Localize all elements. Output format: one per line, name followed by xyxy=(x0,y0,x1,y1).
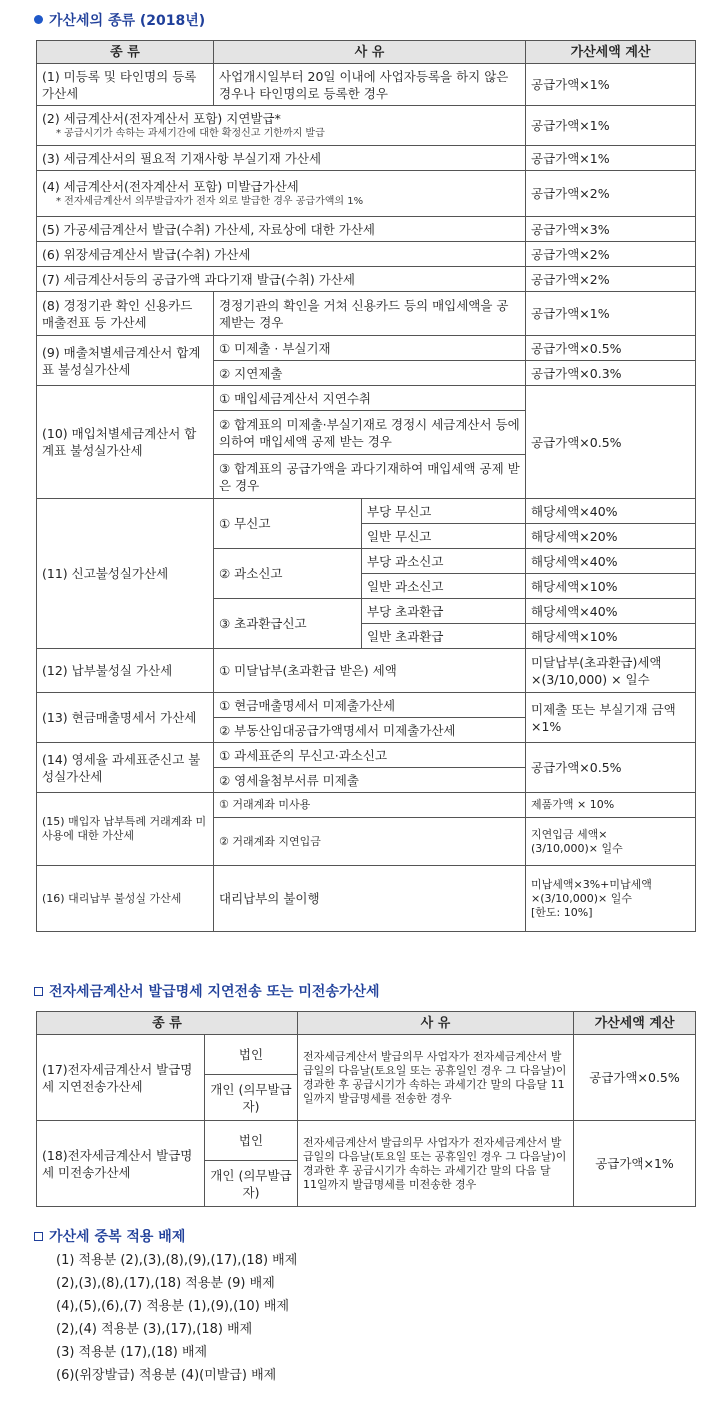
row6-kind: (6) 위장세금계산서 발급(수취) 가산세 xyxy=(37,242,526,267)
row12-calc: 미달납부(초과환급)세액×(3/10,000) × 일수 xyxy=(526,649,696,693)
row17-reason: 전자세금계산서 발급의무 사업자가 전자세금계산서 발급일의 다음날(토요일 또는 공휴일인 경우 그 다음날)이 경과한 후 공급시기가 속하는 과세기간 말의 다음달 11일까지 발급명세를 전송한 경우 xyxy=(298,1035,574,1121)
row15-b-calc: 지연입금 세액× (3/10,000)× 일수 xyxy=(526,818,696,866)
row2-kind: (2) 세금계산서(전자계산서 포함) 지연발급* * 공급시기가 속하는 과세기간에 대한 확정신고 기한까지 발급 xyxy=(37,106,526,146)
row10-c: ③ 합계표의 공급가액을 과다기재하여 매입세액 공제 받은 경우 xyxy=(214,455,526,499)
row2-calc: 공급가액×1% xyxy=(526,106,696,146)
table-row xyxy=(37,267,696,292)
row3-calc: 공급가액×1% xyxy=(526,146,696,171)
row16-calc: 미납세액×3%+미납세액×(3/10,000)× 일수 [한도: 10%] xyxy=(526,866,696,932)
row15-kind: (15) 매입자 납부특례 거래계좌 미사용에 대한 가산세 xyxy=(37,793,214,866)
table-row xyxy=(37,649,696,693)
row14-a: ① 과세표준의 무신고·과소신고 xyxy=(214,743,526,768)
table-row xyxy=(37,217,696,242)
row8-reason: 경정기관의 확인을 거쳐 신용카드 등의 매입세액을 공제받는 경우 xyxy=(214,292,526,336)
row5-kind: (5) 가공세금계산서 발급(수취) 가산세, 자료상에 대한 가산세 xyxy=(37,217,526,242)
row2-note: * 공급시기가 속하는 과세기간에 대한 확정신고 기한까지 발급 xyxy=(56,128,325,139)
row4-note: * 전자세금계산서 의무발급자가 전자 외로 발급한 경우 공급가액의 1% xyxy=(56,196,364,207)
row18-reason: 전자세금계산서 발급의무 사업자가 전자세금계산서 발급일의 다음날(토요일 또는 공휴일인 경우 그 다음날)이 경과한 후 공급시기가 속하는 과세기간 말의 다음 달 11일까지 발급명세를 미전송한 경우 xyxy=(298,1121,574,1207)
row11-g2a-calc: 해당세액×40% xyxy=(526,549,696,574)
list-item: (3) 적용분 (17),(18) 배제 xyxy=(56,1345,208,1360)
row6-calc: 공급가액×2% xyxy=(526,242,696,267)
header-kind: 종 류 xyxy=(37,1012,298,1035)
table-row xyxy=(37,866,696,932)
row9-kind: (9) 매출처별세금계산서 합계표 불성실가산세 xyxy=(37,336,214,386)
row9-a: ① 미제출 · 부실기재 xyxy=(214,336,526,361)
row4-calc: 공급가액×2% xyxy=(526,171,696,217)
row11-g1a: 부당 무신고 xyxy=(362,499,526,524)
blue-bullet-icon xyxy=(34,15,43,24)
table-row xyxy=(37,146,696,171)
row1-kind: (1) 미등록 및 타인명의 등록 가산세 xyxy=(37,64,214,106)
table-row xyxy=(37,1035,696,1075)
row10-kind: (10) 매입처별세금계산서 합계표 불성실가산세 xyxy=(37,386,214,499)
row16-kind: (16) 대리납부 불성실 가산세 xyxy=(37,866,214,932)
row3-kind: (3) 세금계산서의 필요적 기재사항 부실기재 가산세 xyxy=(37,146,526,171)
row7-calc: 공급가액×2% xyxy=(526,267,696,292)
row14-b: ② 영세율첨부서류 미제출 xyxy=(214,768,526,793)
header-reason: 사 유 xyxy=(214,41,526,64)
e-invoice-table xyxy=(36,1011,696,1207)
row11-g1b: 일반 무신고 xyxy=(362,524,526,549)
square-bullet-icon xyxy=(34,987,43,996)
row11-g3: ③ 초과환급신고 xyxy=(214,599,362,649)
row10-b: ② 합계표의 미제출·부실기재로 경정시 세금계산서 등에 의하여 매입세액 공제 받는 경우 xyxy=(214,411,526,455)
section-title-e-invoice: 전자세금계산서 발급명세 지연전송 또는 미전송가산세 xyxy=(34,981,380,1001)
list-item: (2),(4) 적용분 (3),(17),(18) 배제 xyxy=(56,1322,253,1337)
row17-indiv: 개인 (의무발급자) xyxy=(205,1075,298,1121)
row11-g1b-calc: 해당세액×20% xyxy=(526,524,696,549)
row1-calc: 공급가액×1% xyxy=(526,64,696,106)
row13-a: ① 현금매출명세서 미제출가산세 xyxy=(214,693,526,718)
row13-calc: 미제출 또는 부실기재 금액×1% xyxy=(526,693,696,743)
row17-corp: 법인 xyxy=(205,1035,298,1075)
list-item: (1) 적용분 (2),(3),(8),(9),(17),(18) 배제 xyxy=(56,1253,298,1268)
row11-g2: ② 과소신고 xyxy=(214,549,362,599)
row11-g3b-calc: 해당세액×10% xyxy=(526,624,696,649)
table-row xyxy=(37,386,696,411)
row12-kind: (12) 납부불성실 가산세 xyxy=(37,649,214,693)
row8-calc: 공급가액×1% xyxy=(526,292,696,336)
table-row xyxy=(37,693,696,718)
row11-g3a-calc: 해당세액×40% xyxy=(526,599,696,624)
header-calc: 가산세액 계산 xyxy=(526,41,696,64)
section-title-penalty-types: 가산세의 종류 (2018년) xyxy=(34,10,205,30)
row1-reason: 사업개시일부터 20일 이내에 사업자등록을 하지 않은 경우나 타인명의로 등록한 경우 xyxy=(214,64,526,106)
list-item: (2),(3),(8),(17),(18) 적용분 (9) 배제 xyxy=(56,1276,275,1291)
row7-kind: (7) 세금계산서등의 공급가액 과다기재 발급(수취) 가산세 xyxy=(37,267,526,292)
row5-calc: 공급가액×3% xyxy=(526,217,696,242)
row11-g3b: 일반 초과환급 xyxy=(362,624,526,649)
row4-kind: (4) 세금계산서(전자계산서 포함) 미발급가산세 * 전자세금계산서 의무발급자가 전자 외로 발급한 경우 공급가액의 1% xyxy=(37,171,526,217)
row11-kind: (11) 신고불성실가산세 xyxy=(37,499,214,649)
list-item: (4),(5),(6),(7) 적용분 (1),(9),(10) 배제 xyxy=(56,1299,290,1314)
row16-reason: 대리납부의 불이행 xyxy=(214,866,526,932)
exclusion-list xyxy=(56,1249,297,1387)
row11-g2b: 일반 과소신고 xyxy=(362,574,526,599)
header-reason: 사 유 xyxy=(298,1012,574,1035)
section-title-duplicate-exclusion: 가산세 중복 적용 배제 xyxy=(34,1226,185,1246)
row15-a: ① 거래계좌 미사용 xyxy=(214,793,526,818)
row15-a-calc: 제품가액 × 10% xyxy=(526,793,696,818)
row10-a: ① 매입세금계산서 지연수취 xyxy=(214,386,526,411)
row18-kind: (18)전자세금계산서 발급명세 미전송가산세 xyxy=(37,1121,205,1207)
table-row xyxy=(37,1121,696,1161)
row14-kind: (14) 영세율 과세표준신고 불성실가산세 xyxy=(37,743,214,793)
square-bullet-icon xyxy=(34,1232,43,1241)
list-item: (6)(위장발급) 적용분 (4)(미발급) 배제 xyxy=(56,1368,277,1383)
row14-calc: 공급가액×0.5% xyxy=(526,743,696,793)
row15-b: ② 거래계좌 지연입금 xyxy=(214,818,526,866)
table-row xyxy=(37,793,696,818)
table-row xyxy=(37,64,696,106)
row8-kind: (8) 경정기관 확인 신용카드 매출전표 등 가산세 xyxy=(37,292,214,336)
table-row xyxy=(37,336,696,361)
table-row xyxy=(37,106,696,146)
row11-g1: ① 무신고 xyxy=(214,499,362,549)
row18-indiv: 개인 (의무발급자) xyxy=(205,1161,298,1207)
row9-b: ② 지연제출 xyxy=(214,361,526,386)
row17-calc: 공급가액×0.5% xyxy=(574,1035,696,1121)
row9-b-calc: 공급가액×0.3% xyxy=(526,361,696,386)
row11-g1a-calc: 해당세액×40% xyxy=(526,499,696,524)
table-row xyxy=(37,171,696,217)
row18-calc: 공급가액×1% xyxy=(574,1121,696,1207)
row13-b: ② 부동산임대공급가액명세서 미제출가산세 xyxy=(214,718,526,743)
row11-g3a: 부당 초과환급 xyxy=(362,599,526,624)
row18-corp: 법인 xyxy=(205,1121,298,1161)
table-row xyxy=(37,499,696,524)
table-row xyxy=(37,743,696,768)
table-row xyxy=(37,242,696,267)
penalty-types-table xyxy=(36,40,696,932)
row17-kind: (17)전자세금계산서 발급명세 지연전송가산세 xyxy=(37,1035,205,1121)
row11-g2a: 부당 과소신고 xyxy=(362,549,526,574)
row9-a-calc: 공급가액×0.5% xyxy=(526,336,696,361)
row12-reason: ① 미달납부(초과환급 받은) 세액 xyxy=(214,649,526,693)
table-row xyxy=(37,292,696,336)
row10-calc: 공급가액×0.5% xyxy=(526,386,696,499)
row11-g2b-calc: 해당세액×10% xyxy=(526,574,696,599)
header-calc: 가산세액 계산 xyxy=(574,1012,696,1035)
header-kind: 종 류 xyxy=(37,41,214,64)
row13-kind: (13) 현금매출명세서 가산세 xyxy=(37,693,214,743)
